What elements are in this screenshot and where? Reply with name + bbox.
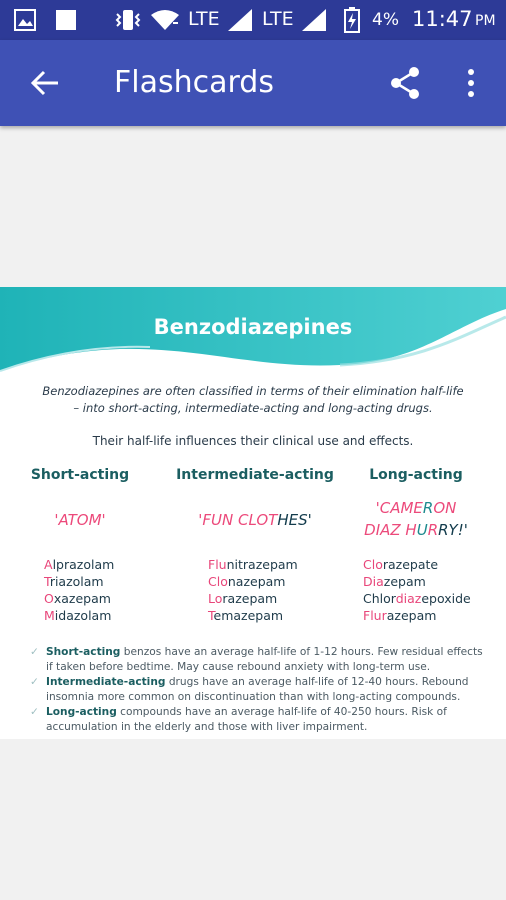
vibrate-icon (114, 8, 142, 32)
drug-list-long (363, 556, 471, 624)
check-icon: ✓ (30, 646, 39, 658)
column-heading-long: Long-acting (369, 467, 463, 483)
mnemonic-long-l2-d: RY!' (438, 521, 468, 539)
note-item: ✓ Short-acting benzos have an average half-life of 1-12 hours. Few residual effects if taken before bedtime. May cause rebound anxiety with long-term use. (30, 646, 483, 673)
intro-line-1: Benzodiazepines are often classified in terms of their elimination half-life (42, 384, 464, 398)
more-vert-icon[interactable] (466, 68, 476, 98)
mnemonic-long-l1-b: R (422, 499, 434, 517)
app-bar (0, 40, 506, 126)
battery-charging-icon (344, 7, 360, 33)
drug-item: Midazolam (44, 608, 112, 623)
mnemonic-long-line-1 (346, 497, 486, 519)
note-item: ✓ Intermediate-acting drugs have an average half-life of 12-40 hours. Rebound insomnia more common on discontinuation than with long-acting compounds. (30, 676, 469, 703)
clock-ampm: PM (475, 13, 496, 29)
mnemonic-intermediate-part-b: HES' (277, 511, 312, 529)
app-bar-title: Flashcards (114, 65, 274, 100)
arrow-left-icon[interactable] (30, 69, 60, 97)
column-heading-intermediate: Intermediate-acting (176, 467, 334, 483)
drug-item: Lorazepam (208, 591, 278, 606)
status-bar (0, 0, 506, 40)
drug-item: Clonazepam (208, 574, 286, 589)
mnemonic-long-line-2 (346, 519, 486, 541)
column-heading-short: Short-acting (30, 467, 130, 483)
check-icon: ✓ (30, 676, 39, 688)
drug-item: Chlordiazepoxide (363, 591, 471, 606)
drug-list-intermediate (208, 556, 298, 624)
signal-icon-2 (300, 8, 328, 32)
network-type-2: LTE (262, 8, 294, 30)
mnemonic-long-l1-c: ON (433, 499, 457, 517)
intro-line-3: Their half-life influences their clinical use and effects. (92, 434, 414, 448)
network-type-1: LTE (188, 8, 220, 30)
clock-time: 11:47 (412, 7, 473, 31)
drug-list-short (44, 556, 114, 624)
intro-line-2: – into short-acting, intermediate-acting and long-acting drugs. (73, 401, 433, 415)
share-icon[interactable] (389, 66, 421, 100)
mnemonic-intermediate (160, 509, 350, 531)
card-title: Benzodiazepines (153, 315, 353, 339)
battery-level: 4% (372, 10, 399, 30)
mnemonic-long-l1-a: 'CAME (375, 499, 423, 517)
notes-list (30, 645, 490, 735)
drug-item: Temazepam (208, 608, 284, 623)
drug-item: Alprazolam (44, 557, 115, 572)
drug-item: Flunitrazepam (208, 557, 298, 572)
check-icon: ✓ (30, 706, 39, 718)
gallery-icon (14, 9, 36, 31)
flashcard-image[interactable] (0, 287, 506, 739)
note-item: ✓ Long-acting compounds have an average half-life of 40-250 hours. Risk of accumulation in the elderly and those with liver impairment. (30, 706, 447, 733)
notification-square-icon (56, 10, 76, 30)
drug-item: Triazolam (44, 574, 104, 589)
drug-item: Clorazepate (363, 557, 439, 572)
mnemonic-short: 'ATOM' (54, 511, 106, 529)
signal-icon-1 (226, 8, 254, 32)
wifi-icon (150, 9, 180, 31)
drug-item: Flurazepam (363, 608, 437, 623)
drug-item: Oxazepam (44, 591, 111, 606)
mnemonic-long-l2-a: DIAZ H (364, 521, 417, 539)
mnemonic-intermediate-part-a: 'FUN CLOT (198, 511, 278, 529)
mnemonic-long-l2-b: U (416, 521, 428, 539)
mnemonic-long (346, 497, 486, 541)
mnemonic-long-l2-c: R (427, 521, 439, 539)
drug-item: Diazepam (363, 574, 426, 589)
